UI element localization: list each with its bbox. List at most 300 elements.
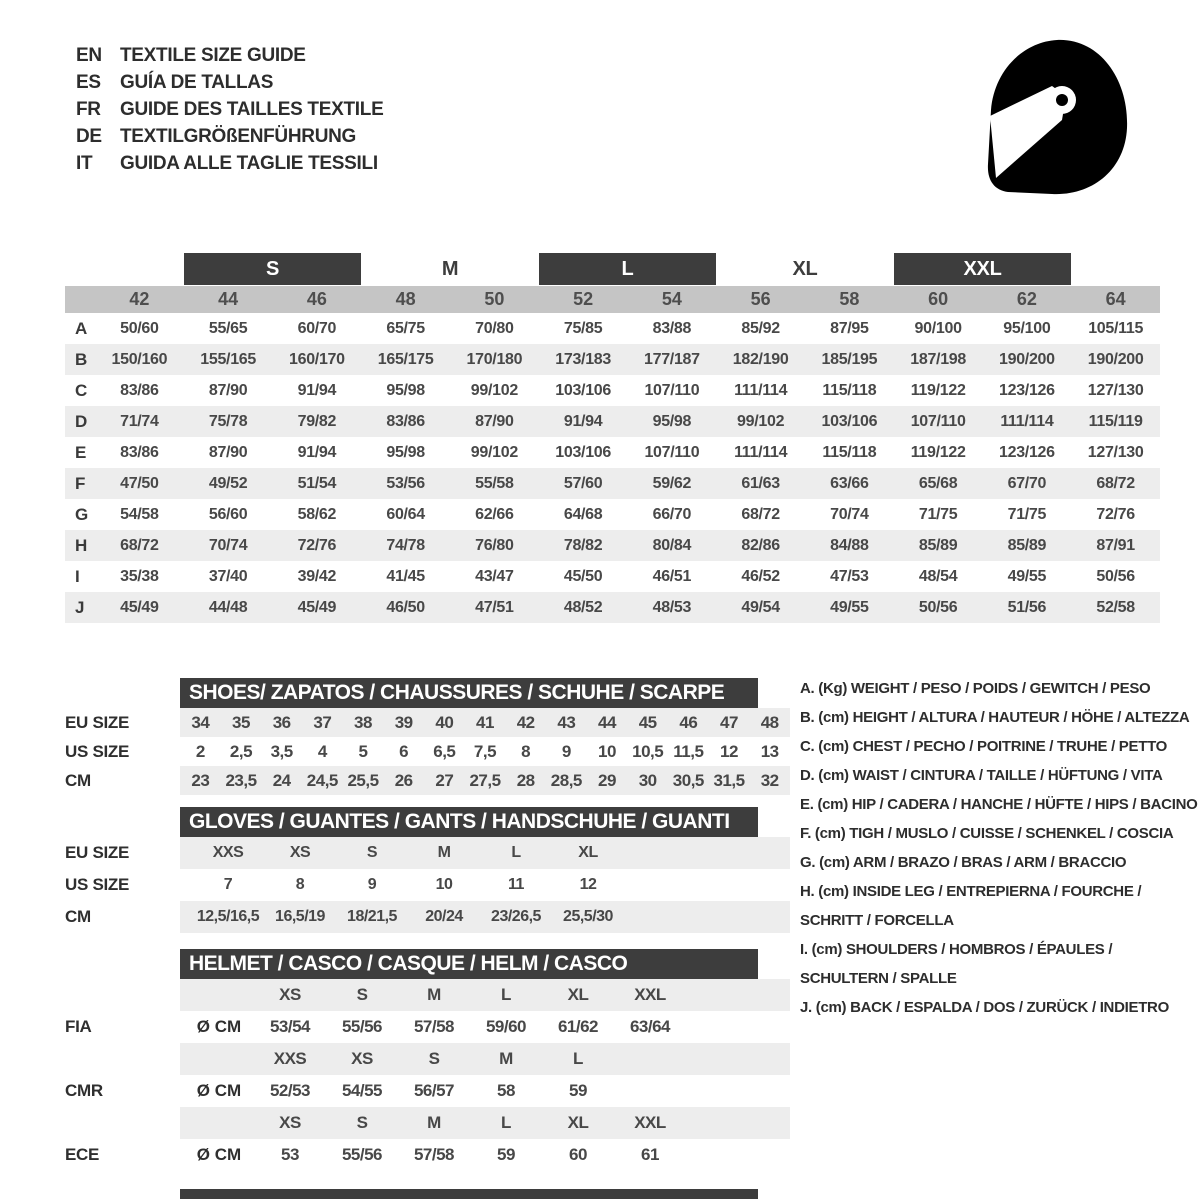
legend-item: F. (cm) TIGH / MUSLO / CUISSE / SCHENKEL / COSCIA: [800, 825, 1174, 842]
row-letter: C: [75, 380, 88, 400]
size-value-cell: 49/55: [1007, 567, 1047, 585]
shoe-size-cell: 11,5: [673, 741, 704, 761]
helmet-standard-label: ECE: [65, 1145, 100, 1164]
size-value-cell: 59/62: [652, 474, 692, 492]
helmet-standard-label: CMR: [65, 1081, 103, 1100]
size-value-cell: 83/86: [120, 381, 159, 399]
language-code: ES: [76, 71, 101, 93]
language-title: TEXTILGRÖßENFÜHRUNG: [120, 125, 357, 147]
shoe-size-cell: 35: [232, 712, 250, 732]
row-letter: E: [75, 442, 87, 462]
shoe-size-cell: 23,5: [225, 770, 257, 790]
size-value-cell: 79/82: [297, 412, 337, 430]
size-value-cell: 50/56: [918, 598, 958, 616]
helmet-standard-label: [65, 1043, 180, 1075]
shoes-row: [65, 766, 790, 795]
size-value-cell: 60/70: [297, 319, 337, 337]
shoe-size-cell: 32: [760, 770, 779, 790]
language-code: EN: [76, 44, 102, 66]
size-value-cell: 68/72: [120, 536, 159, 554]
size-group-bar-xxl: XXL: [894, 253, 1072, 285]
helmet-size-cell: XS: [279, 985, 301, 1004]
size-header-cell: 56: [750, 289, 771, 309]
row-letter: J: [75, 597, 85, 617]
glove-size-cell: 9: [367, 876, 377, 893]
row-letter: A: [75, 318, 88, 338]
language-code: IT: [76, 152, 93, 174]
size-value-cell: 155/165: [200, 350, 256, 368]
size-value-cell: 80/84: [652, 536, 692, 554]
glove-size-cell: L: [511, 844, 521, 861]
size-value-cell: 57/60: [563, 474, 603, 492]
size-value-cell: 52/58: [1096, 598, 1135, 616]
size-value-cell: 95/98: [386, 443, 425, 461]
helmet-size-cell: 55/56: [341, 1017, 383, 1036]
size-value-cell: 187/198: [910, 350, 966, 368]
size-value-cell: 47/51: [475, 598, 514, 616]
row-label: US SIZE: [65, 741, 130, 761]
size-value-cell: 45/49: [297, 598, 337, 616]
shoes-header-bar: SHOES/ ZAPATOS / CHAUSSURES / SCHUHE / SCARPE: [180, 678, 758, 708]
size-value-cell: 95/98: [386, 381, 425, 399]
helmet-row: [65, 979, 790, 1011]
helmet-size-cell: 63/64: [629, 1017, 671, 1036]
size-value-cell: 65/68: [918, 474, 958, 492]
size-value-cell: 64/68: [563, 505, 603, 523]
size-value-cell: 78/82: [563, 536, 603, 554]
size-value-cell: 87/95: [830, 319, 869, 337]
size-value-cell: 111/114: [1000, 412, 1054, 430]
shoe-size-cell: 41: [476, 712, 494, 732]
size-value-cell: 70/80: [475, 319, 514, 337]
size-value-cell: 66/70: [652, 505, 692, 523]
shoe-size-cell: 27: [435, 770, 454, 790]
gloves-table: [65, 837, 790, 933]
helmet-row: [65, 1011, 790, 1043]
size-header-cell: 42: [129, 289, 150, 309]
gloves-row: [65, 837, 790, 869]
size-header-cell: 60: [928, 289, 949, 309]
size-value-cell: 111/114: [734, 381, 788, 399]
size-header-cell: 48: [395, 289, 416, 309]
helmet-size-cell: XXS: [273, 1049, 307, 1068]
size-value-cell: 150/160: [111, 350, 168, 368]
size-value-cell: 87/90: [208, 381, 248, 399]
shoes-row: [65, 737, 790, 766]
size-value-cell: 111/114: [734, 443, 788, 461]
size-value-cell: 48/52: [563, 598, 603, 616]
helmet-table: [65, 979, 790, 1171]
size-value-cell: 49/55: [830, 598, 869, 616]
shoe-size-cell: 8: [521, 741, 531, 761]
legend-item: D. (cm) WAIST / CINTURA / TAILLE / HÜFTUNG / VITA: [800, 767, 1163, 784]
size-value-cell: 39/42: [297, 567, 337, 585]
size-value-cell: 123/126: [999, 443, 1055, 461]
size-value-cell: 115/118: [822, 381, 877, 399]
size-header-cell: 64: [1105, 289, 1126, 309]
size-value-cell: 177/187: [644, 350, 700, 368]
cropped-section-bar: [180, 1189, 758, 1199]
size-value-cell: 84/88: [830, 536, 869, 554]
helmet-size-cell: XS: [279, 1113, 301, 1132]
row-label: EU SIZE: [65, 712, 130, 732]
helmet-size-cell: 55/56: [341, 1145, 383, 1164]
helmet-size-cell: S: [356, 985, 368, 1004]
size-value-cell: 127/130: [1087, 381, 1144, 399]
size-value-cell: 75/85: [563, 319, 603, 337]
row-letter: I: [75, 566, 80, 586]
size-header-row: [65, 286, 1160, 313]
size-value-cell: 90/100: [914, 319, 962, 337]
size-value-cell: 51/56: [1007, 598, 1047, 616]
row-letter: H: [75, 535, 88, 555]
measurement-row: [65, 344, 1160, 375]
helmet-size-cell: M: [499, 1049, 513, 1068]
size-value-cell: 173/183: [555, 350, 611, 368]
size-value-cell: 95/98: [652, 412, 692, 430]
size-group-bar-l: L: [539, 253, 717, 285]
shoe-size-cell: 9: [561, 741, 571, 761]
size-value-cell: 107/110: [644, 381, 700, 399]
size-value-cell: 85/92: [741, 319, 780, 337]
helmet-size-cell: XXL: [634, 1113, 666, 1132]
size-value-cell: 91/94: [297, 443, 337, 461]
shoe-size-cell: 38: [354, 712, 372, 732]
helmet-row: [65, 1075, 790, 1107]
size-value-cell: 55/58: [475, 474, 514, 492]
glove-size-cell: 8: [295, 876, 305, 893]
size-value-cell: 58/62: [297, 505, 337, 523]
shoe-size-cell: 28,5: [550, 770, 582, 790]
helmet-row: [65, 1139, 790, 1171]
accessory-tables: [65, 678, 790, 1199]
language-title: GUIDA ALLE TAGLIE TESSILI: [120, 152, 378, 174]
shoe-size-cell: 6,5: [433, 741, 456, 761]
shoe-size-cell: 47: [720, 712, 738, 732]
size-value-cell: 103/106: [555, 443, 611, 461]
shoe-size-cell: 13: [760, 741, 779, 761]
row-label: US SIZE: [65, 875, 130, 894]
size-value-cell: 165/175: [377, 350, 434, 368]
size-value-cell: 75/78: [208, 412, 248, 430]
shoe-size-cell: 34: [191, 712, 210, 732]
size-value-cell: 76/80: [475, 536, 514, 554]
helmet-size-cell: 53/54: [269, 1017, 311, 1036]
size-value-cell: 190/200: [1087, 350, 1144, 368]
helmet-size-cell: 61: [641, 1145, 659, 1164]
helmet-size-cell: L: [501, 1113, 511, 1132]
glove-size-cell: XL: [578, 844, 598, 861]
size-value-cell: 99/102: [470, 443, 518, 461]
size-value-cell: 182/190: [732, 350, 789, 368]
size-value-cell: 85/89: [1007, 536, 1047, 554]
row-letter: F: [75, 473, 86, 493]
size-value-cell: 41/45: [386, 567, 425, 585]
helmet-size-cell: 58: [497, 1081, 515, 1100]
size-value-cell: 46/50: [386, 598, 425, 616]
size-value-cell: 46/51: [652, 567, 692, 585]
size-header-cell: 50: [484, 289, 505, 309]
row-letter: B: [75, 349, 88, 369]
measurement-rows: [65, 313, 1160, 623]
size-value-cell: 119/122: [910, 443, 966, 461]
helmet-size-cell: L: [501, 985, 511, 1004]
size-value-cell: 71/74: [120, 412, 159, 430]
size-value-cell: 87/91: [1096, 536, 1135, 554]
helmet-size-cell: 53: [281, 1145, 299, 1164]
size-value-cell: 53/56: [386, 474, 425, 492]
size-value-cell: 37/40: [208, 567, 248, 585]
measurement-row: [65, 530, 1160, 561]
size-value-cell: 82/86: [741, 536, 780, 554]
helmet-size-cell: XXL: [634, 985, 666, 1004]
language-list: [76, 42, 383, 177]
helmet-standard-label: [65, 979, 180, 1011]
size-value-cell: 83/86: [386, 412, 425, 430]
size-value-cell: 105/115: [1088, 319, 1144, 337]
size-value-cell: 56/60: [208, 505, 248, 523]
size-value-cell: 70/74: [830, 505, 869, 523]
helmet-size-cell: 60: [569, 1145, 587, 1164]
shoes-table: [65, 708, 790, 795]
measurement-row: [65, 313, 1160, 344]
shoe-size-cell: 5: [358, 741, 368, 761]
glove-size-cell: 7: [223, 876, 233, 893]
size-value-cell: 103/106: [555, 381, 611, 399]
diameter-unit-cell: Ø CM: [196, 1081, 242, 1100]
row-label: EU SIZE: [65, 843, 130, 862]
size-value-cell: 71/75: [1007, 505, 1047, 523]
size-value-cell: 170/180: [466, 350, 523, 368]
row-label: CM: [65, 907, 91, 926]
helmet-size-cell: 59: [497, 1145, 515, 1164]
measurement-row: [65, 592, 1160, 623]
size-value-cell: 43/47: [475, 567, 514, 585]
helmet-size-cell: 57/58: [413, 1017, 455, 1036]
size-value-cell: 91/94: [563, 412, 603, 430]
size-value-cell: 50/56: [1096, 567, 1135, 585]
size-value-cell: 72/76: [1096, 505, 1135, 523]
size-value-cell: 71/75: [918, 505, 958, 523]
size-value-cell: 49/54: [741, 598, 780, 616]
language-row: [76, 69, 383, 96]
diameter-unit-cell: Ø CM: [196, 1017, 242, 1036]
shoe-size-cell: 25,5: [347, 770, 379, 790]
helmet-size-cell: S: [428, 1049, 440, 1068]
size-value-cell: 115/119: [1088, 412, 1143, 430]
language-title: TEXTILE SIZE GUIDE: [120, 44, 306, 66]
helmet-size-cell: 59: [569, 1081, 587, 1100]
shoe-size-cell: 7,5: [473, 741, 497, 761]
legend-item: I. (cm) SHOULDERS / HOMBROS / ÉPAULES / SCHULTERN / SPALLE: [800, 941, 1113, 987]
size-value-cell: 68/72: [1096, 474, 1135, 492]
size-value-cell: 95/100: [1003, 319, 1051, 337]
size-value-cell: 119/122: [910, 381, 966, 399]
shoe-size-cell: 3,5: [270, 741, 293, 761]
size-value-cell: 107/110: [910, 412, 966, 430]
size-value-cell: 70/74: [208, 536, 248, 554]
size-value-cell: 83/88: [652, 319, 692, 337]
size-value-cell: 55/65: [208, 319, 248, 337]
shoe-size-cell: 24,5: [306, 770, 338, 790]
helmet-size-cell: 59/60: [485, 1017, 527, 1036]
row-label: CM: [65, 770, 91, 790]
size-group-bar-s: S: [184, 253, 362, 285]
size-value-cell: 63/66: [830, 474, 869, 492]
size-value-cell: 185/195: [821, 350, 878, 368]
shoe-size-cell: 44: [598, 712, 616, 732]
size-value-cell: 54/58: [120, 505, 159, 523]
legend-item: H. (cm) INSIDE LEG / ENTREPIERNA / FOURCHE / SCHRITT / FORCELLA: [800, 883, 1142, 929]
legend-item: J. (cm) BACK / ESPALDA / DOS / ZURÜCK / INDIETRO: [800, 999, 1169, 1016]
language-row: [76, 123, 383, 150]
measurement-row: [65, 406, 1160, 437]
glove-size-cell: 18/21,5: [347, 908, 397, 925]
size-value-cell: 50/60: [120, 319, 159, 337]
measurement-legend: [800, 674, 1200, 1022]
shoe-size-cell: 36: [272, 712, 291, 732]
helmet-size-cell: 54/55: [341, 1081, 383, 1100]
size-value-cell: 65/75: [386, 319, 425, 337]
language-row: [76, 150, 383, 177]
size-header-cell: 62: [1016, 289, 1037, 309]
size-value-cell: 99/102: [737, 412, 785, 430]
legend-item: B. (cm) HEIGHT / ALTURA / HAUTEUR / HÖHE / ALTEZZA: [800, 709, 1190, 726]
helmet-size-cell: XL: [567, 985, 589, 1004]
glove-size-cell: 16,5/19: [275, 908, 325, 925]
helmet-size-cell: L: [573, 1049, 583, 1068]
helmet-standard-label: FIA: [65, 1017, 92, 1036]
size-value-cell: 115/118: [822, 443, 877, 461]
helmet-size-cell: 52/53: [269, 1081, 311, 1100]
row-letter: G: [75, 504, 89, 524]
shoe-size-cell: 43: [557, 712, 576, 732]
glove-size-cell: 23/26,5: [491, 908, 541, 925]
language-title: GUÍA DE TALLAS: [120, 71, 274, 93]
size-value-cell: 74/78: [386, 536, 425, 554]
helmet-standard-label: [65, 1107, 180, 1139]
size-group-row: [65, 253, 1160, 285]
glove-size-cell: 25,5/30: [563, 908, 613, 925]
size-value-cell: 68/72: [741, 505, 780, 523]
size-value-cell: 46/52: [741, 567, 780, 585]
size-value-cell: 99/102: [470, 381, 518, 399]
shoe-size-cell: 31,5: [713, 770, 745, 790]
size-value-cell: 67/70: [1007, 474, 1047, 492]
size-value-cell: 44/48: [208, 598, 248, 616]
measurement-row: [65, 561, 1160, 592]
racing-helmet-icon: [982, 36, 1134, 196]
helmet-size-cell: M: [427, 1113, 441, 1132]
size-value-cell: 103/106: [821, 412, 878, 430]
shoe-size-cell: 26: [394, 770, 413, 790]
glove-size-cell: S: [366, 844, 378, 861]
shoe-size-cell: 48: [760, 712, 779, 732]
glove-size-cell: M: [437, 844, 451, 861]
size-value-cell: 47/53: [830, 567, 869, 585]
shoe-size-cell: 28: [516, 770, 535, 790]
shoe-size-cell: 10: [598, 741, 616, 761]
helmet-row: [65, 1107, 790, 1139]
shoe-size-cell: 46: [679, 712, 698, 732]
size-value-cell: 47/50: [120, 474, 159, 492]
size-value-cell: 85/89: [918, 536, 958, 554]
size-group-label-xl: XL: [792, 257, 818, 280]
shoe-size-cell: 40: [435, 712, 454, 732]
helmet-row: [65, 1043, 790, 1075]
glove-size-cell: 12,5/16,5: [196, 908, 260, 925]
measurement-row: [65, 499, 1160, 530]
size-value-cell: 87/90: [208, 443, 248, 461]
glove-size-cell: 10: [435, 876, 453, 893]
glove-size-cell: XXS: [212, 844, 244, 861]
helmet-size-cell: M: [427, 985, 441, 1004]
size-value-cell: 35/38: [120, 567, 159, 585]
gloves-row: [65, 869, 790, 901]
size-value-cell: 87/90: [475, 412, 514, 430]
glove-size-cell: 12: [579, 876, 597, 893]
language-code: DE: [76, 125, 102, 147]
size-header-cell: 52: [573, 289, 594, 309]
size-value-cell: 60/64: [386, 505, 425, 523]
size-value-cell: 61/63: [741, 474, 780, 492]
legend-item: A. (Kg) WEIGHT / PESO / POIDS / GEWITCH / PESO: [800, 680, 1151, 697]
shoe-size-cell: 30,5: [672, 770, 704, 790]
shoe-size-cell: 12: [720, 741, 738, 761]
size-value-cell: 48/53: [652, 598, 692, 616]
size-header-cell: 58: [839, 289, 860, 309]
language-code: FR: [76, 98, 101, 120]
size-value-cell: 62/66: [475, 505, 514, 523]
glove-size-cell: 11: [508, 876, 524, 893]
size-header-cell: 54: [661, 289, 682, 309]
language-row: [76, 96, 383, 123]
measurement-row: [65, 375, 1160, 406]
size-value-cell: 91/94: [297, 381, 337, 399]
helmet-size-cell: S: [356, 1113, 368, 1132]
shoe-size-cell: 30: [638, 770, 657, 790]
helmet-size-cell: XS: [351, 1049, 373, 1068]
size-value-cell: 83/86: [120, 443, 159, 461]
shoe-size-cell: 29: [598, 770, 616, 790]
language-row: [76, 42, 383, 69]
helmet-size-cell: XL: [567, 1113, 589, 1132]
size-value-cell: 51/54: [297, 474, 337, 492]
size-value-cell: 107/110: [644, 443, 700, 461]
shoe-size-cell: 24: [272, 770, 291, 790]
helmet-header-bar: HELMET / CASCO / CASQUE / HELM / CASCO: [180, 949, 758, 979]
measurement-row: [65, 468, 1160, 499]
helmet-size-cell: 61/62: [557, 1017, 599, 1036]
language-title: GUIDE DES TAILLES TEXTILE: [120, 98, 384, 120]
shoe-size-cell: 27,5: [469, 770, 501, 790]
helmet-size-cell: 57/58: [413, 1145, 455, 1164]
textile-size-table: [65, 253, 1160, 623]
helmet-size-cell: 56/57: [413, 1081, 455, 1100]
shoe-size-cell: 6: [399, 741, 409, 761]
size-value-cell: 160/170: [289, 350, 345, 368]
size-value-cell: 45/50: [563, 567, 603, 585]
shoe-size-cell: 2: [195, 741, 205, 761]
legend-item: C. (cm) CHEST / PECHO / POITRINE / TRUHE / PETTO: [800, 738, 1168, 755]
glove-size-cell: 20/24: [425, 908, 463, 925]
shoe-size-cell: 10,5: [632, 741, 664, 761]
shoe-size-cell: 45: [638, 712, 657, 732]
size-value-cell: 48/54: [918, 567, 958, 585]
measurement-row: [65, 437, 1160, 468]
size-value-cell: 190/200: [999, 350, 1055, 368]
shoes-row: [65, 708, 790, 737]
